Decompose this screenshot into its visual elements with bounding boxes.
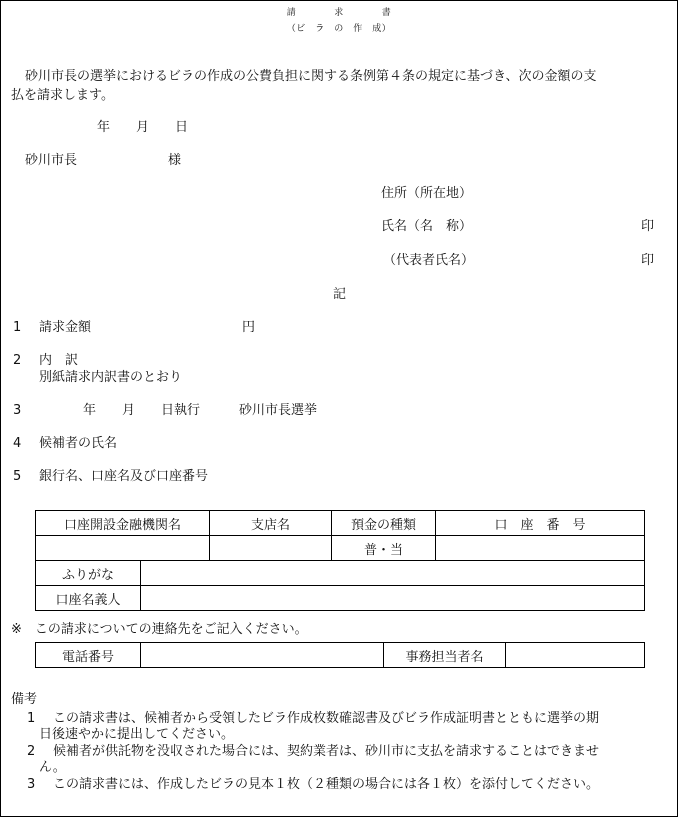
item-1-unit: 円 bbox=[242, 320, 256, 335]
deposit-type-cell[interactable]: 普・当 bbox=[332, 536, 436, 561]
address-label: 住所（所在地） bbox=[381, 186, 473, 201]
contact-person-label: 事務担当者名 bbox=[384, 643, 506, 668]
intro-line-1: 砂川市長の選挙におけるビラの作成の公費負担に関する条例第４条の規定に基づき、次の金額の支 bbox=[25, 69, 597, 84]
account-holder-cell[interactable] bbox=[141, 586, 645, 611]
institution-cell[interactable] bbox=[36, 536, 210, 561]
phone-label: 電話番号 bbox=[36, 643, 141, 668]
institution-header: 口座開設金融機関名 bbox=[36, 511, 210, 536]
bank-table-header-row bbox=[36, 511, 645, 536]
contact-table bbox=[35, 642, 645, 668]
item-1-number: 1 bbox=[13, 320, 22, 335]
ki-heading: 記 bbox=[333, 287, 347, 302]
item-5-number: 5 bbox=[13, 469, 22, 484]
furigana-cell[interactable] bbox=[141, 561, 645, 586]
phone-cell[interactable] bbox=[141, 643, 384, 668]
item-3-number: 3 bbox=[13, 403, 22, 418]
furigana-label: ふりがな bbox=[36, 561, 141, 586]
date-line: 年 月 日 bbox=[97, 120, 189, 135]
remark-1-line-2: 日後速やかに提出してください。 bbox=[39, 727, 235, 742]
item-1-label: 請求金額 bbox=[39, 320, 92, 335]
form-subtitle: （ビ ラ の 作 成） bbox=[286, 24, 392, 34]
bank-table-value-row bbox=[36, 536, 645, 561]
remark-2-line-2: ん。 bbox=[39, 760, 66, 775]
seal-mark-2: 印 bbox=[641, 253, 655, 268]
item-3-text: 年 月 日執行 砂川市長選挙 bbox=[83, 403, 318, 418]
branch-cell[interactable] bbox=[210, 536, 332, 561]
item-5-label: 銀行名、口座名及び口座番号 bbox=[39, 469, 209, 484]
remark-1-line-1: この請求書は、候補者から受領したビラ作成枚数確認書及びビラ作成証明書とともに選挙の期 bbox=[53, 711, 600, 726]
contact-row bbox=[36, 643, 645, 668]
item-4-number: 4 bbox=[13, 436, 22, 451]
representative-label: （代表者氏名） bbox=[383, 253, 475, 268]
remarks-title: 備考 bbox=[11, 692, 38, 707]
item-2-number: 2 bbox=[13, 353, 22, 368]
form-title: 請 求 書 bbox=[286, 8, 392, 18]
remark-2-number: 2 bbox=[27, 744, 36, 759]
seal-mark-1: 印 bbox=[641, 219, 655, 234]
intro-line-2: 払を請求します。 bbox=[11, 88, 114, 103]
remark-3-line-1: この請求書には、作成したビラの見本１枚（２種類の場合には各１枚）を添付してください。 bbox=[53, 777, 600, 792]
contact-person-cell[interactable] bbox=[506, 643, 645, 668]
name-label: 氏名（名 称） bbox=[381, 219, 473, 234]
item-2-detail: 別紙請求内訳書のとおり bbox=[39, 370, 183, 385]
account-number-header: 口 座 番 号 bbox=[436, 511, 645, 536]
account-holder-label: 口座名義人 bbox=[36, 586, 141, 611]
remark-2-line-1: 候補者が供託物を没収された場合には、契約業者は、砂川市に支払を請求することはできませ bbox=[53, 744, 600, 759]
deposit-type-header: 預金の種類 bbox=[332, 511, 436, 536]
remark-3-number: 3 bbox=[27, 777, 36, 792]
account-holder-row bbox=[36, 586, 645, 611]
account-number-cell[interactable] bbox=[436, 536, 645, 561]
item-2-label: 内 訳 bbox=[39, 353, 79, 368]
item-4-label: 候補者の氏名 bbox=[39, 436, 118, 451]
addressee: 砂川市長 様 bbox=[25, 153, 182, 168]
branch-header: 支店名 bbox=[210, 511, 332, 536]
bank-table bbox=[35, 510, 645, 611]
remark-1-number: 1 bbox=[27, 711, 36, 726]
furigana-row bbox=[36, 561, 645, 586]
contact-note: ※ この請求についての連絡先をご記入ください。 bbox=[11, 622, 308, 637]
